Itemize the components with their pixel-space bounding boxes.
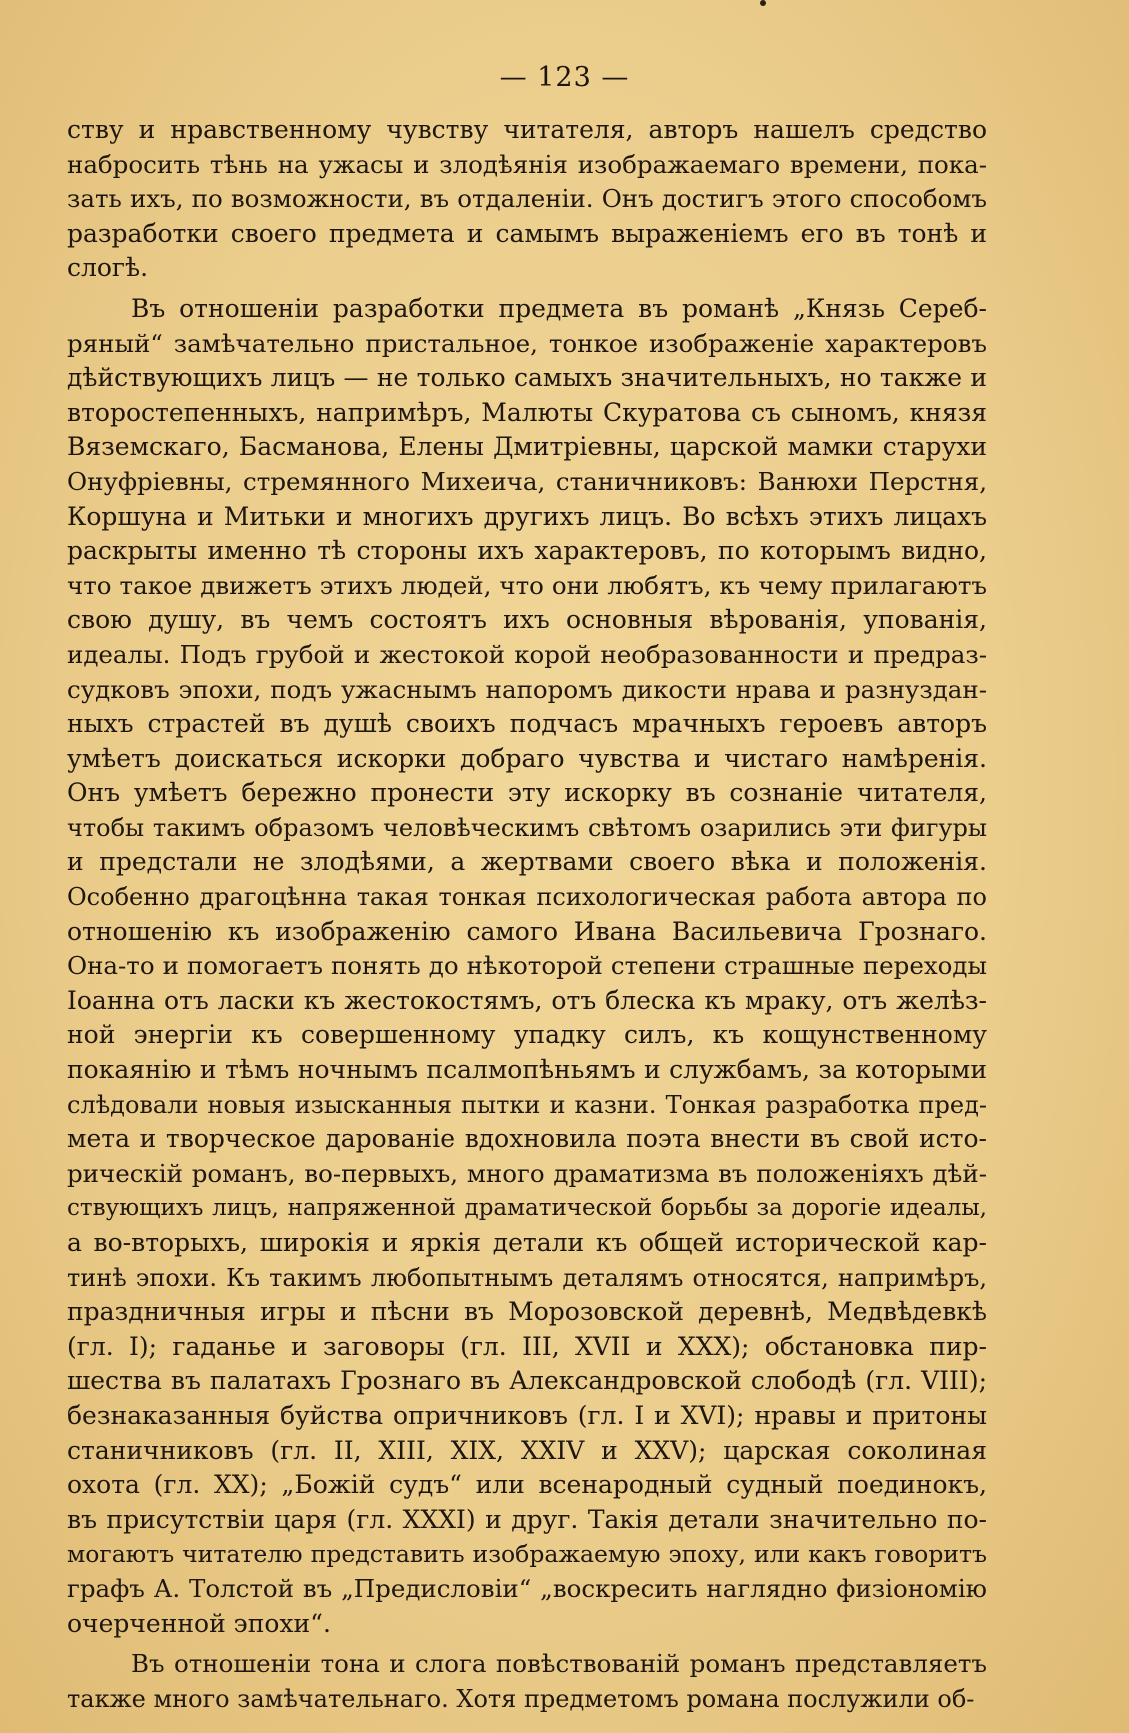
- text-line: что такое движетъ этихъ людей, что они любятъ, къ чему прилагаютъ: [67, 570, 987, 600]
- text-line: графъ А. Толстой въ „Предисловіи“ „воскресить наглядно физіономію: [67, 1573, 987, 1603]
- text-line: тинѣ эпохи. Къ такимъ любопытнымъ деталямъ относятся, напримѣръ,: [67, 1263, 987, 1292]
- text-line: ряный“ замѣчательно пристальное, тонкое изображеніе характеровъ: [67, 328, 987, 358]
- text-line: зать ихъ, по возможности, въ отдаленіи. Онъ достигъ этого способомъ: [67, 184, 987, 214]
- text-line: въ присутствіи царя (гл. XXXI) и друг. Такія детали значительно по-: [67, 1504, 987, 1534]
- page-number: — 123 —: [499, 62, 630, 93]
- paragraph: [67, 1647, 987, 1716]
- body-text: [67, 113, 987, 1716]
- text-line: Вяземскаго, Басманова, Елены Дмитріевны, царской мамки старухи: [67, 432, 987, 462]
- text-line: охота (гл. XX); „Божій судъ“ или всенародный судный поединокъ,: [67, 1470, 987, 1500]
- text-line: слѣдовали новыя изысканныя пытки и казни. Тонкая разработка пред-: [67, 1090, 987, 1119]
- text-line: могаютъ читателю представить изображаемую эпоху, или какъ говоритъ: [67, 1540, 987, 1569]
- text-line: ной энергіи къ совершенному упадку силъ, къ кощунственному: [67, 1020, 987, 1050]
- text-line: набросить тѣнь на ужасы и злодѣянія изображаемаго времени, пока-: [67, 149, 987, 179]
- text-line: раскрыты именно тѣ стороны ихъ характеровъ, по которымъ видно,: [67, 536, 987, 566]
- text-line: Коршуна и Митьки и многихъ другихъ лицъ. Во всѣхъ этихъ лицахъ: [67, 501, 987, 531]
- text-line: шества въ палатахъ Грознаго въ Александровской слободѣ (гл. VIII);: [67, 1366, 987, 1396]
- text-line: безнаказанныя буйства опричниковъ (гл. I и XVI); нравы и притоны: [67, 1400, 987, 1430]
- text-line: отношенію къ изображенію самого Ивана Васильевича Грознаго.: [67, 916, 987, 946]
- text-line: Іоанна отъ ласки къ жестокостямъ, отъ блеска къ мраку, отъ желѣз-: [67, 985, 987, 1015]
- text-line: а во-вторыхъ, широкія и яркія детали къ общей исторической кар-: [67, 1228, 987, 1257]
- text-line: идеалы. Подъ грубой и жестокой корой необразованности и предраз-: [67, 639, 987, 669]
- text-line: Она-то и помогаетъ понять до нѣкоторой степени страшные переходы: [67, 951, 987, 981]
- text-line: мета и творческое дарованіе вдохновила поэта внести въ свой исто-: [67, 1124, 987, 1154]
- text-line: станичниковъ (гл. II, XIII, XIX, XXIV и XXV); царская соколиная: [67, 1435, 987, 1465]
- text-line: чтобы такимъ образомъ человѣческимъ свѣтомъ озарились эти фигуры: [67, 813, 987, 842]
- ink-speck: [760, 0, 766, 6]
- text-line: судковъ эпохи, подъ ужаснымъ напоромъ дикости нрава и разнуздан-: [67, 674, 987, 704]
- text-line: Онъ умѣетъ бережно пронести эту искорку въ сознаніе читателя,: [67, 778, 987, 808]
- text-line: слогѣ.: [67, 253, 149, 283]
- text-line: свою душу, въ чемъ состоятъ ихъ основныя вѣрованія, упованія,: [67, 605, 987, 635]
- text-line: Особенно драгоцѣнна такая тонкая психологическая работа автора по: [67, 883, 987, 912]
- text-line: очерченной эпохи“.: [67, 1608, 331, 1638]
- text-line: ству и нравственному чувству читателя, авторъ нашелъ средство: [67, 115, 987, 144]
- text-line: также много замѣчательнаго. Хотя предметомъ романа послужили об-: [67, 1684, 975, 1713]
- text-line: покаянію и тѣмъ ночнымъ псалмопѣньямъ и службамъ, за которыми: [67, 1055, 987, 1085]
- text-line: и предстали не злодѣями, а жертвами своего вѣка и положенія.: [67, 847, 987, 877]
- text-line: рическій романъ, во-первыхъ, много драматизма въ положеніяхъ дѣй-: [67, 1158, 987, 1188]
- text-line: дѣйствующихъ лицъ — не только самыхъ значительныхъ, но также и: [67, 363, 987, 393]
- paragraph: [67, 113, 987, 286]
- text-line: Въ отношеніи разработки предмета въ романѣ „Князь Сереб-: [131, 293, 987, 323]
- text-line: (гл. I); гаданье и заговоры (гл. III, XVII и XXX); обстановка пир-: [67, 1331, 987, 1361]
- paragraph: [67, 292, 987, 1641]
- text-line: Онуфріевны, стремянного Михеича, станичниковъ: Ванюхи Перстня,: [67, 466, 987, 496]
- text-line: разработки своего предмета и самымъ выраженіемъ его въ тонѣ и: [67, 218, 987, 248]
- text-line: праздничныя игры и пѣсни въ Морозовской деревнѣ, Медвѣдевкѣ: [67, 1297, 987, 1327]
- text-line: Въ отношеніи тона и слога повѣствованій романъ представляетъ: [131, 1649, 987, 1679]
- text-line: ныхъ страстей въ душѣ своихъ подчасъ мрачныхъ героевъ авторъ: [67, 709, 987, 739]
- text-line: ствующихъ лицъ, напряженной драматической борьбы за дорогіе идеалы,: [67, 1195, 987, 1222]
- text-line: умѣетъ доискаться искорки добраго чувства и чистаго намѣренія.: [67, 743, 987, 773]
- text-line: второстепенныхъ, напримѣръ, Малюты Скуратова съ сыномъ, князя: [67, 397, 987, 427]
